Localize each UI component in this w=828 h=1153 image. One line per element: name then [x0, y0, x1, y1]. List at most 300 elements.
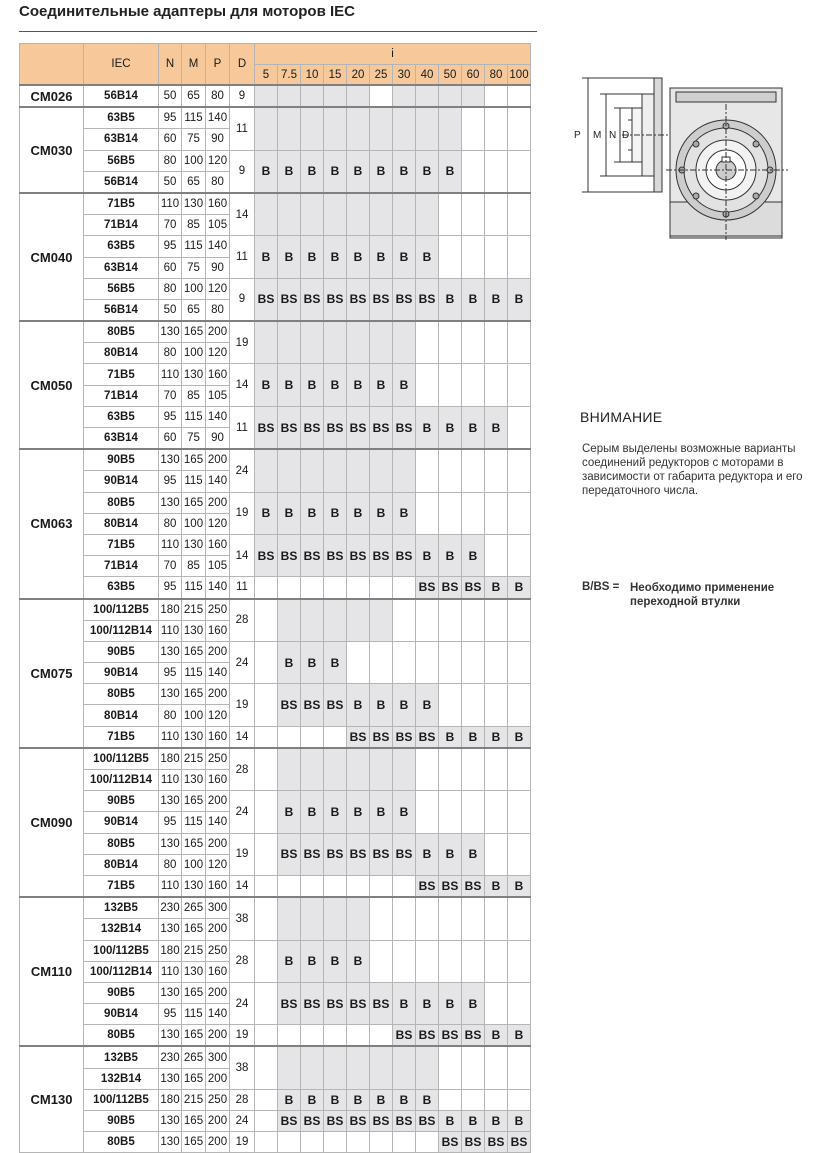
- n-cell: 230: [159, 897, 182, 919]
- iec-cell: 90B14: [84, 1004, 159, 1025]
- iec-cell: 71B5: [84, 364, 159, 385]
- p-cell: 200: [206, 982, 230, 1003]
- ratio-cell: BS: [370, 406, 393, 449]
- n-cell: 130: [159, 492, 182, 513]
- ratio-cell: BS: [370, 1111, 393, 1132]
- iec-cell: 80B5: [84, 1025, 159, 1047]
- p-cell: 200: [206, 492, 230, 513]
- ratio-cell: [462, 684, 485, 726]
- table-row: [20, 85, 531, 107]
- iec-cell: 63B14: [84, 428, 159, 450]
- ratio-cell: [462, 897, 485, 940]
- ratio-cell: B: [393, 1089, 416, 1110]
- ratio-cell: B: [439, 406, 462, 449]
- n-cell: 70: [159, 556, 182, 577]
- ratio-cell: [485, 85, 508, 107]
- ratio-cell: B: [416, 684, 439, 726]
- ratio-cell: [278, 1132, 301, 1153]
- n-cell: 130: [159, 684, 182, 705]
- ratio-cell: B: [324, 236, 347, 278]
- n-cell: 110: [159, 193, 182, 215]
- ratio-cell: [416, 107, 439, 150]
- n-cell: 110: [159, 364, 182, 385]
- iec-cell: 71B5: [84, 726, 159, 748]
- ratio-cell: B: [485, 1111, 508, 1132]
- legend-text: Необходимо применение переходной втулки: [630, 582, 775, 608]
- n-cell: 95: [159, 663, 182, 684]
- ratio-cell: [324, 875, 347, 897]
- ratio-cell: [347, 85, 370, 107]
- ratio-cell: B: [324, 492, 347, 534]
- ratio-cell: [508, 684, 531, 726]
- ratio-cell: BS: [416, 875, 439, 897]
- d-cell: 14: [230, 875, 255, 897]
- ratio-cell: BS: [462, 1132, 485, 1153]
- p-cell: 140: [206, 663, 230, 684]
- n-cell: 110: [159, 875, 182, 897]
- ratio-cell: [370, 1046, 393, 1089]
- ratio-cell: BS: [347, 726, 370, 748]
- p-cell: 250: [206, 599, 230, 621]
- m-cell: 85: [182, 556, 206, 577]
- ratio-cell: [439, 748, 462, 791]
- table-row: [20, 726, 531, 748]
- header-p: P: [206, 44, 230, 86]
- ratio-cell: [485, 364, 508, 406]
- ratio-cell: B: [508, 875, 531, 897]
- table-row: [20, 641, 531, 662]
- ratio-cell: [416, 791, 439, 833]
- ratio-cell: B: [485, 406, 508, 449]
- ratio-cell: [462, 748, 485, 791]
- n-cell: 95: [159, 471, 182, 492]
- ratio-cell: B: [347, 940, 370, 982]
- ratio-cell: B: [439, 534, 462, 576]
- ratio-cell: [324, 748, 347, 791]
- model-cell: CM026: [20, 85, 84, 107]
- ratio-cell: [508, 492, 531, 534]
- p-cell: 200: [206, 833, 230, 854]
- ratio-cell: [370, 193, 393, 236]
- ratio-cell: B: [255, 236, 278, 278]
- ratio-cell: [347, 897, 370, 940]
- iec-cell: 56B14: [84, 299, 159, 321]
- model-cell: CM040: [20, 193, 84, 321]
- ratio-cell: BS: [278, 684, 301, 726]
- m-cell: 130: [182, 620, 206, 641]
- n-cell: 130: [159, 791, 182, 812]
- ratio-cell: B: [347, 1089, 370, 1110]
- ratio-cell: B: [485, 1025, 508, 1047]
- ratio-cell: [301, 599, 324, 642]
- ratio-cell: [508, 534, 531, 576]
- ratio-cell: B: [439, 1111, 462, 1132]
- ratio-cell: [324, 321, 347, 364]
- p-cell: 200: [206, 1132, 230, 1153]
- model-cell: CM063: [20, 449, 84, 598]
- n-cell: 70: [159, 215, 182, 236]
- ratio-cell: [416, 449, 439, 492]
- notice-title: ВНИМАНИЕ: [580, 409, 663, 425]
- ratio-cell: B: [485, 278, 508, 321]
- n-cell: 230: [159, 1046, 182, 1068]
- n-cell: 130: [159, 321, 182, 343]
- d-cell: 24: [230, 1111, 255, 1132]
- ratio-cell: B: [416, 150, 439, 193]
- iec-cell: 56B5: [84, 150, 159, 171]
- ratio-cell: [301, 1025, 324, 1047]
- n-cell: 95: [159, 406, 182, 427]
- ratio-cell: B: [508, 1111, 531, 1132]
- ratio-cell: B: [370, 492, 393, 534]
- m-cell: 165: [182, 321, 206, 343]
- ratio-cell: [301, 897, 324, 940]
- ratio-cell: B: [462, 726, 485, 748]
- ratio-cell: [439, 599, 462, 642]
- ratio-cell: [462, 641, 485, 683]
- ratio-cell: BS: [324, 982, 347, 1024]
- p-cell: 140: [206, 406, 230, 427]
- gearbox-drawing: [570, 74, 810, 240]
- iec-cell: 71B14: [84, 215, 159, 236]
- p-cell: 300: [206, 1046, 230, 1068]
- header-ratio-value: 100: [508, 65, 531, 86]
- table-row: [20, 982, 531, 1003]
- table-row: [20, 107, 531, 129]
- p-cell: 105: [206, 215, 230, 236]
- notice-text: Серым выделены возможные варианты соединений редукторов с моторами в зависимости от габарита редуктора и его передаточного числа.: [582, 443, 803, 497]
- ratio-cell: [347, 1132, 370, 1153]
- iec-cell: 132B14: [84, 919, 159, 940]
- ratio-cell: [508, 641, 531, 683]
- ratio-cell: [485, 1046, 508, 1089]
- ratio-cell: [508, 85, 531, 107]
- ratio-cell: [393, 641, 416, 683]
- ratio-cell: [416, 364, 439, 406]
- ratio-cell: BS: [324, 1111, 347, 1132]
- ratio-cell: [508, 1046, 531, 1089]
- dim-label-p: P: [574, 130, 581, 141]
- p-cell: 250: [206, 748, 230, 770]
- ratio-cell: B: [278, 1089, 301, 1110]
- ratio-cell: [301, 577, 324, 599]
- ratio-cell: B: [347, 236, 370, 278]
- ratio-cell: B: [347, 364, 370, 406]
- ratio-cell: [324, 1046, 347, 1089]
- dim-label-n: N: [609, 130, 617, 141]
- d-cell: 14: [230, 193, 255, 236]
- header-m: M: [182, 44, 206, 86]
- ratio-cell: [393, 85, 416, 107]
- ratio-cell: [301, 107, 324, 150]
- ratio-cell: BS: [416, 726, 439, 748]
- ratio-cell: BS: [439, 1025, 462, 1047]
- m-cell: 130: [182, 770, 206, 791]
- ratio-cell: [255, 193, 278, 236]
- ratio-cell: B: [393, 236, 416, 278]
- ratio-cell: [347, 321, 370, 364]
- n-cell: 80: [159, 705, 182, 726]
- ratio-cell: BS: [278, 406, 301, 449]
- m-cell: 100: [182, 705, 206, 726]
- m-cell: 165: [182, 982, 206, 1003]
- ratio-cell: [393, 107, 416, 150]
- ratio-cell: [370, 940, 393, 982]
- m-cell: 165: [182, 833, 206, 854]
- d-cell: 9: [230, 150, 255, 193]
- ratio-cell: B: [324, 1089, 347, 1110]
- m-cell: 115: [182, 812, 206, 833]
- ratio-cell: [255, 1111, 278, 1132]
- m-cell: 75: [182, 257, 206, 278]
- header-ratio-value: 60: [462, 65, 485, 86]
- ratio-cell: [393, 449, 416, 492]
- ratio-cell: [347, 577, 370, 599]
- ratio-cell: B: [324, 364, 347, 406]
- ratio-cell: [278, 577, 301, 599]
- ratio-cell: [416, 940, 439, 982]
- ratio-cell: BS: [393, 833, 416, 875]
- table-row: [20, 1132, 531, 1153]
- d-cell: 11: [230, 577, 255, 599]
- iec-cell: 80B14: [84, 513, 159, 534]
- m-cell: 165: [182, 919, 206, 940]
- ratio-cell: BS: [301, 1111, 324, 1132]
- ratio-cell: [255, 791, 278, 833]
- n-cell: 95: [159, 236, 182, 257]
- ratio-cell: [439, 897, 462, 940]
- m-cell: 100: [182, 513, 206, 534]
- ratio-cell: [347, 748, 370, 791]
- ratio-cell: B: [439, 278, 462, 321]
- ratio-cell: B: [278, 791, 301, 833]
- ratio-cell: BS: [370, 726, 393, 748]
- ratio-cell: [255, 1025, 278, 1047]
- m-cell: 165: [182, 1111, 206, 1132]
- header-ratio-value: 20: [347, 65, 370, 86]
- iec-cell: 80B14: [84, 854, 159, 875]
- p-cell: 140: [206, 577, 230, 599]
- model-cell: CM075: [20, 599, 84, 748]
- m-cell: 115: [182, 406, 206, 427]
- d-cell: 19: [230, 1132, 255, 1153]
- header-iec: IEC: [84, 44, 159, 86]
- ratio-cell: [439, 85, 462, 107]
- p-cell: 250: [206, 940, 230, 961]
- iec-cell: 63B5: [84, 236, 159, 257]
- d-cell: 38: [230, 897, 255, 940]
- ratio-cell: [255, 1046, 278, 1089]
- iec-cell: 132B5: [84, 1046, 159, 1068]
- iec-cell: 63B14: [84, 257, 159, 278]
- p-cell: 200: [206, 684, 230, 705]
- adapter-table: [19, 43, 531, 1153]
- n-cell: 110: [159, 534, 182, 555]
- ratio-cell: [324, 897, 347, 940]
- ratio-cell: BS: [393, 1111, 416, 1132]
- d-cell: 28: [230, 599, 255, 642]
- n-cell: 180: [159, 1089, 182, 1110]
- ratio-cell: [485, 449, 508, 492]
- ratio-cell: [508, 1089, 531, 1110]
- p-cell: 200: [206, 1025, 230, 1047]
- ratio-cell: [439, 449, 462, 492]
- model-cell: CM090: [20, 748, 84, 897]
- iec-cell: 100/112B5: [84, 1089, 159, 1110]
- ratio-cell: [324, 1025, 347, 1047]
- ratio-cell: [485, 492, 508, 534]
- ratio-cell: [462, 599, 485, 642]
- ratio-cell: BS: [255, 534, 278, 576]
- ratio-cell: [301, 449, 324, 492]
- table-row: [20, 599, 531, 621]
- table-row: [20, 875, 531, 897]
- ratio-cell: [485, 897, 508, 940]
- ratio-cell: [347, 1046, 370, 1089]
- ratio-cell: [416, 1046, 439, 1089]
- table-row: [20, 1111, 531, 1132]
- m-cell: 130: [182, 961, 206, 982]
- d-cell: 19: [230, 684, 255, 726]
- ratio-cell: [485, 684, 508, 726]
- header-ratio-value: 25: [370, 65, 393, 86]
- ratio-cell: [462, 364, 485, 406]
- ratio-cell: [485, 1089, 508, 1110]
- ratio-cell: [462, 236, 485, 278]
- ratio-cell: BS: [278, 982, 301, 1024]
- n-cell: 110: [159, 770, 182, 791]
- iec-cell: 90B14: [84, 812, 159, 833]
- ratio-cell: B: [462, 833, 485, 875]
- ratio-cell: [301, 85, 324, 107]
- ratio-cell: [324, 1132, 347, 1153]
- n-cell: 130: [159, 1068, 182, 1089]
- m-cell: 130: [182, 875, 206, 897]
- ratio-cell: B: [393, 684, 416, 726]
- header-ratio-i: i: [255, 44, 531, 65]
- table-row: [20, 684, 531, 705]
- ratio-cell: B: [439, 726, 462, 748]
- p-cell: 140: [206, 107, 230, 129]
- ratio-cell: BS: [393, 534, 416, 576]
- header-model: [20, 44, 84, 86]
- dim-label-m: M: [593, 130, 602, 141]
- n-cell: 95: [159, 812, 182, 833]
- n-cell: 130: [159, 449, 182, 471]
- iec-cell: 56B14: [84, 85, 159, 107]
- m-cell: 115: [182, 236, 206, 257]
- d-cell: 38: [230, 1046, 255, 1089]
- m-cell: 100: [182, 343, 206, 364]
- ratio-cell: [370, 321, 393, 364]
- ratio-cell: [416, 193, 439, 236]
- p-cell: 300: [206, 897, 230, 919]
- iec-cell: 100/112B14: [84, 620, 159, 641]
- ratio-cell: [508, 833, 531, 875]
- ratio-cell: B: [508, 278, 531, 321]
- ratio-cell: B: [301, 364, 324, 406]
- ratio-cell: B: [301, 641, 324, 683]
- header-ratio-value: 40: [416, 65, 439, 86]
- header-ratio-value: 10: [301, 65, 324, 86]
- ratio-cell: [255, 897, 278, 940]
- n-cell: 110: [159, 620, 182, 641]
- ratio-cell: B: [416, 406, 439, 449]
- ratio-cell: [255, 940, 278, 982]
- table-row: [20, 1025, 531, 1047]
- ratio-cell: [324, 726, 347, 748]
- ratio-cell: [278, 1025, 301, 1047]
- ratio-cell: B: [393, 150, 416, 193]
- ratio-cell: [393, 1132, 416, 1153]
- ratio-cell: [393, 193, 416, 236]
- p-cell: 105: [206, 556, 230, 577]
- ratio-cell: [255, 449, 278, 492]
- ratio-cell: BS: [370, 982, 393, 1024]
- ratio-cell: [370, 1025, 393, 1047]
- model-cell: CM050: [20, 321, 84, 449]
- ratio-cell: [255, 875, 278, 897]
- iec-cell: 80B5: [84, 1132, 159, 1153]
- header-ratio-value: 30: [393, 65, 416, 86]
- ratio-cell: BS: [370, 833, 393, 875]
- p-cell: 120: [206, 278, 230, 299]
- ratio-cell: [324, 599, 347, 642]
- ratio-cell: B: [324, 791, 347, 833]
- n-cell: 110: [159, 961, 182, 982]
- ratio-cell: [347, 875, 370, 897]
- ratio-cell: BS: [324, 406, 347, 449]
- ratio-cell: B: [278, 641, 301, 683]
- m-cell: 100: [182, 150, 206, 171]
- iec-cell: 80B14: [84, 705, 159, 726]
- p-cell: 105: [206, 385, 230, 406]
- ratio-cell: [439, 321, 462, 364]
- n-cell: 95: [159, 1004, 182, 1025]
- ratio-cell: [324, 85, 347, 107]
- table-row: [20, 449, 531, 471]
- iec-cell: 71B5: [84, 193, 159, 215]
- ratio-cell: [301, 321, 324, 364]
- ratio-cell: B: [301, 791, 324, 833]
- iec-cell: 90B5: [84, 791, 159, 812]
- iec-cell: 63B14: [84, 129, 159, 150]
- ratio-cell: [255, 321, 278, 364]
- ratio-cell: B: [508, 726, 531, 748]
- ratio-cell: [347, 107, 370, 150]
- ratio-cell: B: [370, 150, 393, 193]
- ratio-cell: BS: [439, 1132, 462, 1153]
- n-cell: 80: [159, 513, 182, 534]
- ratio-cell: BS: [393, 406, 416, 449]
- ratio-cell: [370, 748, 393, 791]
- n-cell: 130: [159, 641, 182, 662]
- p-cell: 140: [206, 1004, 230, 1025]
- ratio-cell: BS: [301, 982, 324, 1024]
- n-cell: 80: [159, 278, 182, 299]
- ratio-cell: BS: [370, 278, 393, 321]
- ratio-cell: [416, 492, 439, 534]
- table-row: [20, 150, 531, 171]
- m-cell: 85: [182, 385, 206, 406]
- m-cell: 115: [182, 471, 206, 492]
- iec-cell: 132B14: [84, 1068, 159, 1089]
- p-cell: 250: [206, 1089, 230, 1110]
- table-row: [20, 278, 531, 299]
- ratio-cell: B: [255, 150, 278, 193]
- ratio-cell: [508, 107, 531, 150]
- ratio-cell: B: [439, 833, 462, 875]
